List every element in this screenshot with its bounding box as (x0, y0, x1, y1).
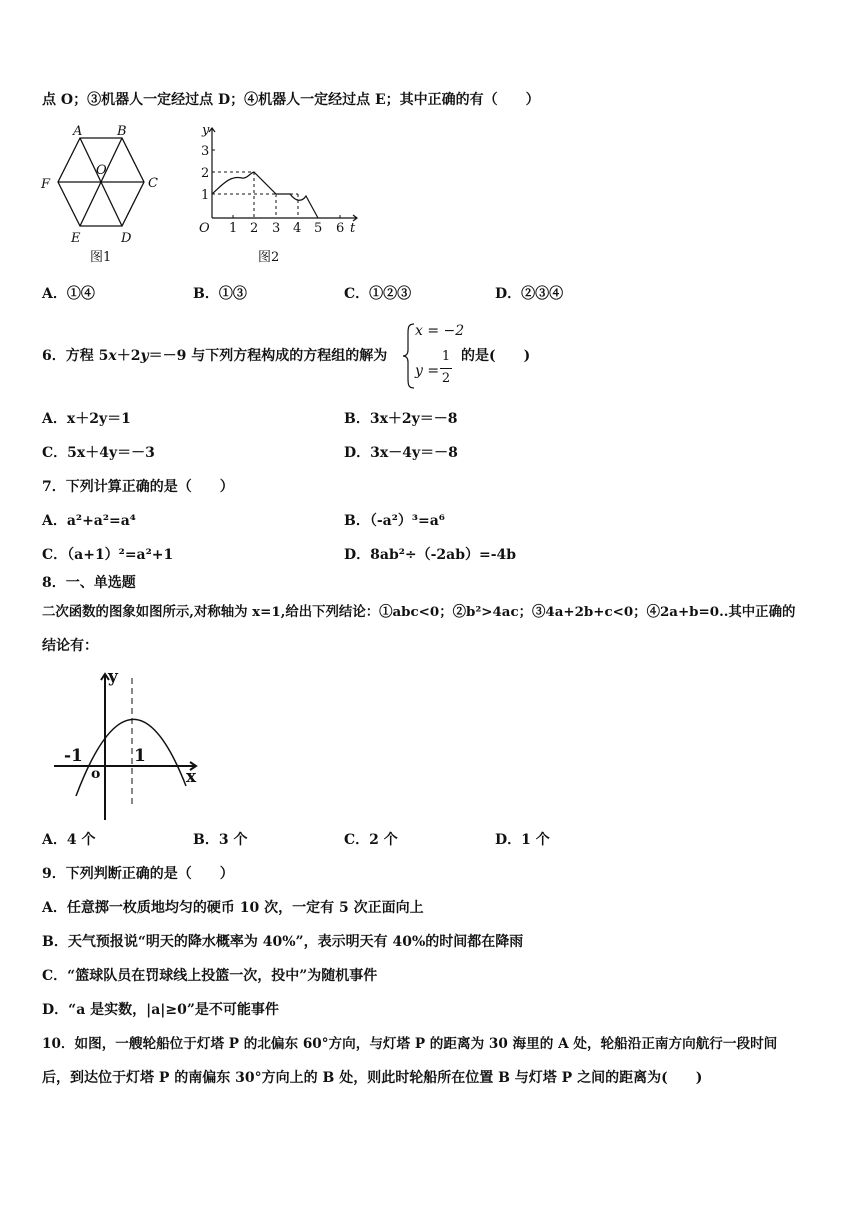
q9-stem: 9．下列判断正确的是（ ） (42, 866, 234, 882)
q6-stem-pre: 6．方程 5 (42, 348, 109, 364)
q8-stem-line1: 二次函数的图象如图所示,对称轴为 x=1,给出下列结论：①abc<0；②b²>4ac；③4a+2b+c<0；④2a+b=0..其中正确的 (42, 604, 796, 620)
q10-stem-line2: 后，到达位于灯塔 P 的南偏东 30°方向上的 B 处，则此时轮船所在位置 B 与灯塔 P 之间的距离为( ) (42, 1070, 703, 1086)
x-tick-label: 2 (250, 221, 259, 236)
q9-option-b[interactable]: B．天气预报说“明天的降水概率为 40%”，表示明天有 40%的时间都在降雨 (42, 934, 524, 950)
y-axis-label: y (108, 667, 118, 687)
system-eq-x: x = −2 (415, 323, 465, 339)
q8-option-b[interactable]: B．3 个 (193, 832, 248, 848)
q6-option-b[interactable]: B．3x＋2y＝－8 (344, 411, 458, 427)
q7-option-d[interactable]: D．8ab²÷（-2ab）=-4b (344, 547, 517, 563)
q8-option-a[interactable]: A．4 个 (42, 832, 96, 848)
fraction-numerator: 1 (441, 349, 451, 364)
q6-option-a[interactable]: A．x＋2y＝1 (42, 411, 131, 427)
y-tick-label: 1 (201, 188, 210, 203)
q8-stem-line2: 结论有： (42, 638, 98, 654)
hexagon-figure (36, 122, 176, 264)
q5-option-b[interactable]: B．①③ (193, 286, 247, 302)
q6-option-d[interactable]: D．3x－4y＝－8 (344, 445, 458, 461)
x-tick-label: 1 (229, 221, 238, 236)
q6-stem-end: 的是( ) (461, 348, 531, 364)
label-e: E (71, 231, 81, 246)
y-tick-label: 3 (201, 144, 210, 159)
parabola-graph (48, 664, 208, 824)
label-c: C (148, 176, 158, 191)
label-f: F (41, 177, 51, 192)
origin-label: o (91, 766, 101, 782)
q8-option-d[interactable]: D．1 个 (495, 832, 550, 848)
x-tick-label: 6 (336, 221, 345, 236)
x-tick-label: 4 (293, 221, 302, 236)
q7-option-c[interactable]: C．（a+1）²=a²+1 (42, 547, 174, 563)
system-eq-y: y = (415, 363, 440, 379)
x-tick-label: 5 (314, 221, 323, 236)
x-axis-label: t (350, 221, 356, 236)
fig2-caption: 图2 (258, 250, 280, 265)
q5-stem-line: 点 O；③机器人一定经过点 D；④机器人一定经过点 E；其中正确的有（ ） (42, 92, 540, 108)
path-graph-figure (192, 120, 364, 266)
label-o: O (96, 163, 107, 178)
q9-option-c[interactable]: C．“篮球队员在罚球线上投篮一次，投中”为随机事件 (42, 968, 378, 984)
q9-option-a[interactable]: A．任意掷一枚质地均匀的硬币 10 次，一定有 5 次正面向上 (42, 900, 424, 916)
q5-option-a[interactable]: A．①④ (42, 286, 95, 302)
q7-option-a[interactable]: A．a²+a²=a⁴ (42, 513, 136, 529)
neg-one-label: -1 (64, 746, 83, 766)
y-axis-label: y (202, 123, 210, 138)
q6-stem (42, 347, 387, 365)
q6-option-c[interactable]: C．5x＋4y＝－3 (42, 445, 155, 461)
y-tick-label: 2 (201, 166, 210, 181)
q6-stem-x: x (108, 348, 117, 364)
system-brace (402, 322, 416, 390)
q9-option-d[interactable]: D．“a 是实数，|a|≥0”是不可能事件 (42, 1002, 279, 1018)
x-axis-label: x (186, 767, 197, 787)
q10-stem-line1: 10．如图，一艘轮船位于灯塔 P 的北偏东 60°方向，与灯塔 P 的距离为 30 海里的 A 处，轮船沿正南方向航行一段时间 (42, 1036, 778, 1052)
fraction-bar (440, 368, 452, 369)
q8-option-c[interactable]: C．2 个 (344, 832, 398, 848)
q6-stem-y: y (140, 348, 149, 364)
q7-stem: 7．下列计算正确的是（ ） (42, 479, 234, 495)
label-a: A (73, 124, 83, 139)
q6-stem-mid: ＋2 (116, 348, 141, 364)
q8-header: 8．一、单选题 (42, 575, 136, 591)
q7-option-b[interactable]: B．（-a²）³=a⁶ (344, 513, 445, 529)
fig1-caption: 图1 (90, 250, 112, 264)
one-label: 1 (134, 746, 146, 766)
fraction-denominator: 2 (441, 371, 451, 386)
origin-label: O (199, 221, 210, 236)
label-b: B (117, 124, 127, 139)
q6-stem-post: ＝－9 与下列方程构成的方程组的解为 (148, 348, 388, 364)
q5-option-d[interactable]: D．②③④ (495, 286, 564, 302)
x-tick-label: 3 (272, 221, 281, 236)
q5-option-c[interactable]: C．①②③ (344, 286, 412, 302)
label-d: D (121, 231, 132, 246)
